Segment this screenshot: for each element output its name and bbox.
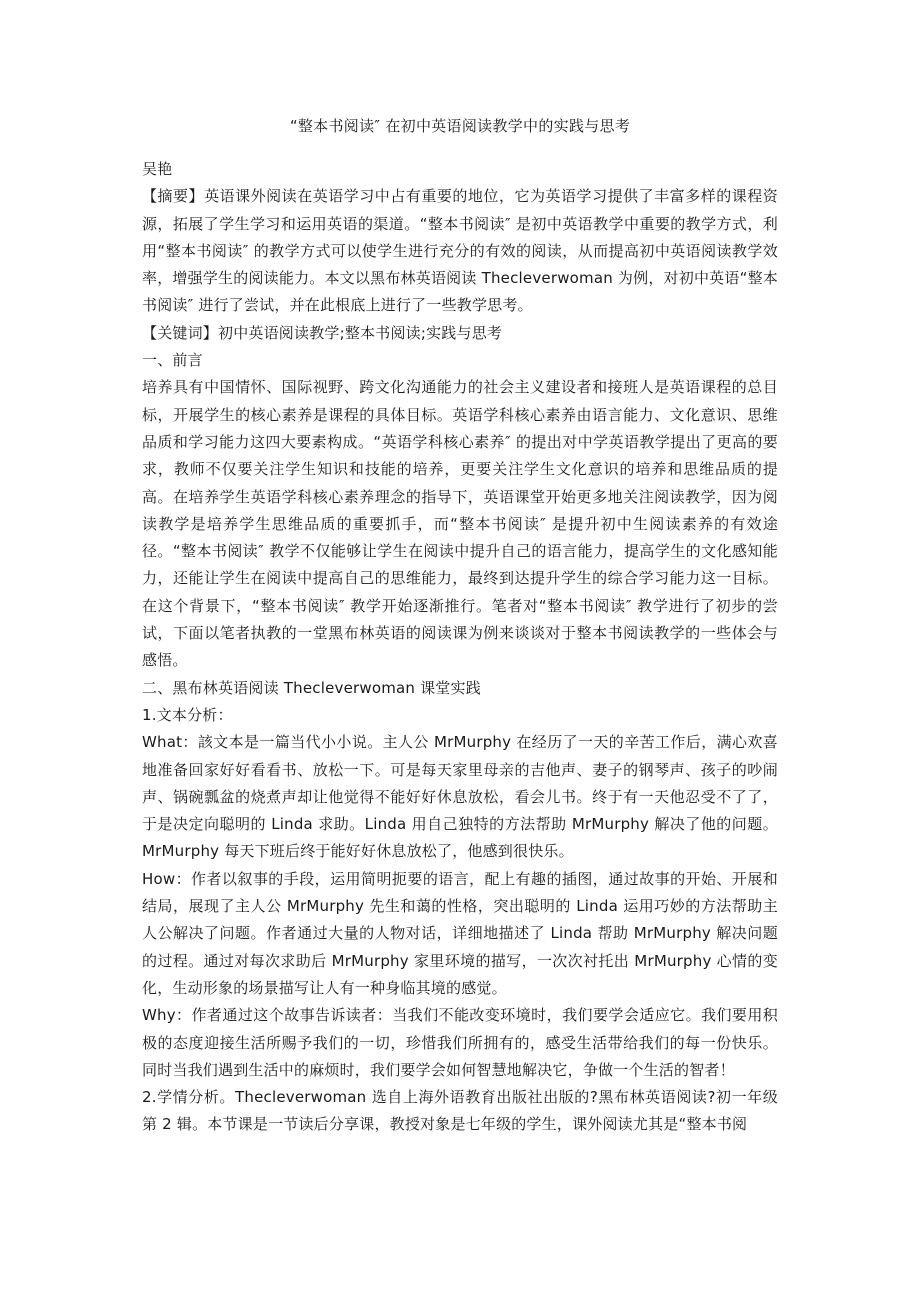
author-line: 吴艳 (142, 160, 173, 178)
intro-paragraph: 培养具有中国情怀、国际视野、跨文化沟通能力的社会主义建设者和接班人是英语课程的总目标，开展学生的核心素养是课程的具体目标。英语学科核心素养由语言能力、文化意识、思维品质和学习能力这四大要素构成。“英语学科核心素养″ 的提出对中学英语教学提出了更高的要求，教师不仅要关注学生知识和技能的培养，更要关注学生文化意识的培养和思维品质的提高。在培养学生英语学科核心素养理念的指导下，英语课堂开始更多地关注阅读教学，因为阅读教学是培养学生思维品质的重要抓手，而“整本书阅读″ 是提升初中生阅读素养的有效途径。“整本书阅读″ 教学不仅能够让学生在阅读中提升自己的语言能力，提高学生的文化感知能力，还能让学生在阅读中提高自己的思维能力，最终到达提升学生的综合学习能力这一目标。在这个背景下，“整本书阅读″ 教学开始逐渐推行。笔者对“整本书阅读″ 教学进行了初步的尝试，下面以笔者执教的一堂黑布林英语的阅读课为例来谈谈对于整本书阅读教学的一些体会与感悟。 (142, 378, 778, 670)
keywords-line: 【关键词】初中英语阅读教学;整本书阅读;实践与思考 (142, 323, 503, 342)
how-paragraph: How：作者以叙事的手段，运用简明扼要的语言，配上有趣的插图，通过故事的开始、开展和结局，展现了主人公 MrMurphy 先生和蔼的性格，突出聪明的 Linda 运用巧妙的方法帮助主人公解决了问题。作者通过大量的人物对话，详细地描述了 Linda 帮助 MrMurphy 解决问题的过程。通过对每次求助后 MrMurphy 家里环境的描写，一次次衬托出 MrMurphy 心情的变化，生动形象的场景描写让人有一种身临其境的感觉。 (142, 869, 778, 997)
what-paragraph: What：該文本是一篇当代小小说。主人公 MrMurphy 在经历了一天的辛苦工作后，满心欢喜地准备回家好好看看书、放松一下。可是每天家里母亲的吉他声、妻子的钢琴声、孩子的吵闹声、锅碗瓢盆的烧煮声却让他觉得不能好好休息放松，看会儿书。终于有一天他忍受不了了，于是决定向聪明的 Linda 求助。Linda 用自己独特的方法帮助 MrMurphy 解决了他的问题。MrMurphy 每天下班后终于能好好休息放松了，他感到很快乐。 (142, 733, 778, 861)
document-title: “整本书阅读″ 在初中英语阅读教学中的实践与思考 (289, 117, 631, 135)
section-heading-practice: 二、黑布林英语阅读 Thecleverwoman 课堂实践 (142, 678, 481, 697)
document-body (142, 156, 778, 1139)
section-heading-intro: 一、前言 (142, 351, 203, 370)
subheading-text-analysis: 1.文本分析： (142, 705, 233, 724)
learner-analysis-paragraph: 2.学情分析。Thecleverwoman 选自上海外语教育出版社出版的?黑布林英语阅读?初一年级第 2 辑。本节课是一节读后分享课，教授对象是七年级的学生，课外阅读尤其是“整本书阅 (142, 1088, 778, 1134)
why-paragraph: Why：作者通过这个故事告诉读者：当我们不能改变环境时，我们要学会适应它。我们要用积极的态度迎接生活所赐予我们的一切，珍惜我们所拥有的，感受生活带给我们的每一份快乐。同时当我们遇到生活中的麻烦时，我们要学会如何智慧地解决它，争做一个生活的智者！ (142, 1006, 778, 1079)
abstract-paragraph: 【摘要】英语课外阅读在英语学习中占有重要的地位，它为英语学习提供了丰富多样的课程资源，拓展了学生学习和运用英语的渠道。“整本书阅读″ 是初中英语教学中重要的教学方式，利用“整本书阅读″ 的教学方式可以使学生进行充分的有效的阅读，从而提高初中英语阅读教学效率，增强学生的阅读能力。本文以黑布林英语阅读 Thecleverwoman 为例，对初中英语“整本书阅读″ 进行了尝试，并在此根底上进行了一些教学思考。 (142, 187, 778, 315)
